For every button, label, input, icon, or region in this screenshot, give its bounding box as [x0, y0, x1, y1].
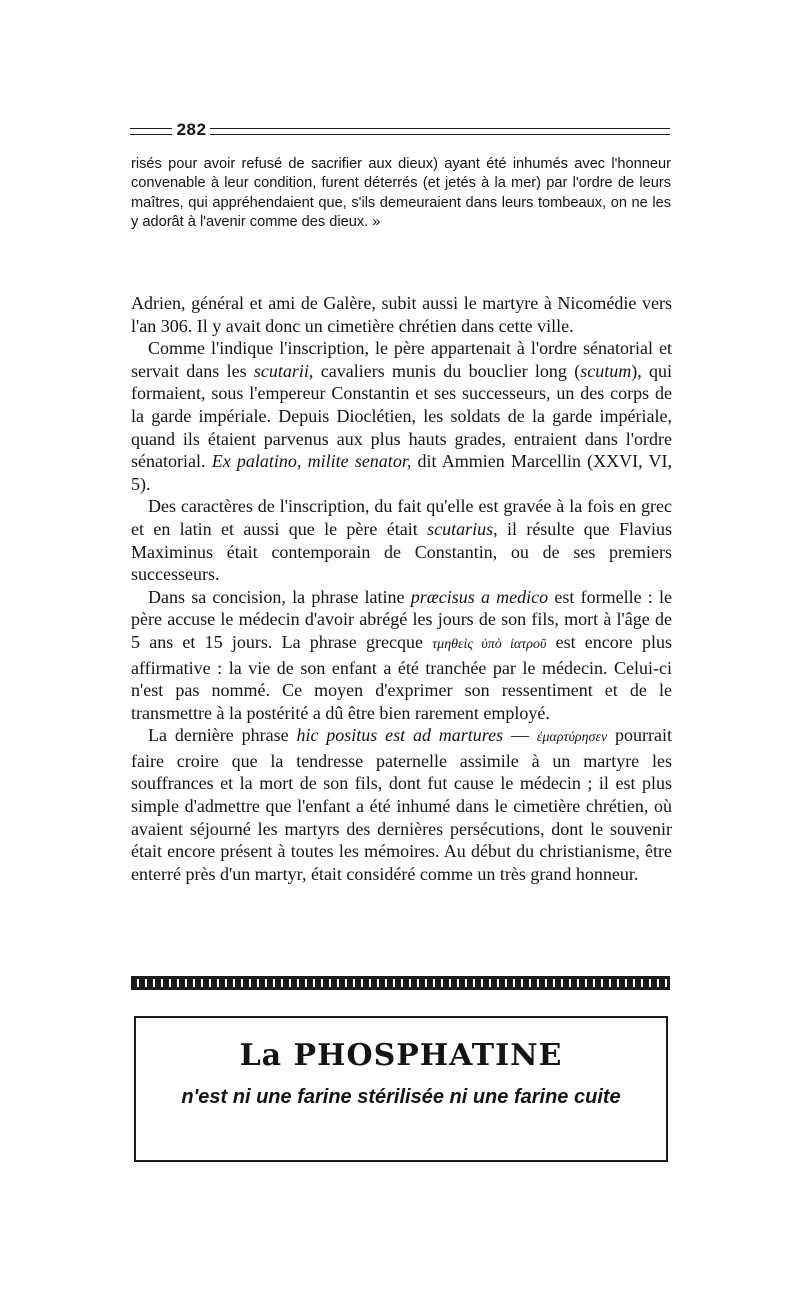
latin-term: scutum — [580, 360, 632, 381]
quotation-block — [131, 155, 671, 233]
article-body — [131, 292, 672, 885]
text-run: , cavaliers munis du bouclier long ( — [308, 360, 581, 381]
quotation-text: risés pour avoir refusé de sacrifier aux dieux) ayant été inhumés avec l'honneur convenable à leur condition, furent déterrés (et jetés à la mer) par l'ordre de leurs maîtres, qui appréhendaient que, s'ils demeuraient dans leurs tombeaux, on ne les y adorât à l'avenir comme des dieux. » — [131, 156, 671, 231]
greek-phrase: τμηθεὶς ὑπὸ ἰατροῦ — [432, 636, 547, 652]
page-header — [130, 122, 670, 142]
text-run: est encore plus affirmative : la vie de son enfant a été tranchée par le médecin. Celui-ci n'est pas nommé. Ce moyen d'exprimer son ressentiment et de le transmettre à la postérité a dû être bien rarement employé. — [131, 631, 672, 723]
greek-word: ἐμαρτύρησεν — [536, 730, 608, 746]
advertisement-box — [134, 1016, 668, 1162]
ornamental-divider — [131, 976, 670, 990]
text-run: ), qui formaient, sous l'empereur Constantin et ses successeurs, un des corps de la garde impériale. Depuis Dioclétien, les soldats de la garde impériale, quand ils étaient parvenus aux plus hauts grades, entraient dans l'ordre sénatorial. — [131, 360, 673, 472]
paragraph-characters — [131, 495, 672, 585]
text-run: pourrait faire croire que la tendresse paternelle assimile à un martyre les souffrances et la mort de son fils, dont fut cause le médecin ; il est plus simple d'admettre que l'enfant a été inhumé dans le cimetière chrétien, où avaient séjourné les martyrs des dernières persécutions, dont le souvenir était encore présent à toutes les mémoires. Au début du christianisme, être enterré près d'un martyr, était considéré comme un très grand honneur. — [131, 725, 673, 884]
latin-phrase: præcisus a medico — [410, 586, 549, 607]
text-run: La dernière phrase — [148, 725, 289, 746]
paragraph-inscription — [131, 337, 672, 495]
latin-phrase: hic positus est ad martures — [296, 725, 504, 746]
em-dash: — — [511, 725, 529, 746]
text-run: est formelle : le père accuse le médecin d'avoir abrégé les jours de son fils, mort à l'âge de 5 ans et 15 jours. La phrase grecque — [131, 586, 672, 652]
text-run: il résulte que Flavius Maximinus était contemporain de Constantin, ou de ses premiers successeurs. — [131, 518, 673, 585]
latin-term: scutarii — [253, 360, 309, 381]
ad-title: La PHOSPHATINE — [239, 1038, 563, 1073]
text-run: dit Ammien Marcellin (XXVI, VI, 5). — [131, 451, 673, 494]
paragraph-adrien: Adrien, général et ami de Galère, subit aussi le martyre à Nicomédie vers l'an 306. Il y avait donc un cimetière chrétien dans cette ville. — [131, 293, 672, 336]
text-run: Des caractères de l'inscription, du fait qu'elle est gravée à la fois en grec et en latin et aussi que le père était — [131, 496, 672, 539]
latin-quote: Ex palatino, milite senator, — [211, 451, 412, 472]
text-run: Dans sa concision, la phrase latine — [148, 586, 405, 607]
paragraph-last-phrase — [131, 724, 672, 885]
header-rule-right — [210, 128, 670, 135]
text-run: Comme l'indique l'inscription, le père appartenait à l'ordre sénatorial et servait dans les — [131, 338, 672, 381]
paragraph-concision — [131, 586, 672, 725]
header-rule-left — [130, 128, 172, 135]
page-number: 282 — [176, 120, 207, 139]
latin-term: scutarius, — [427, 518, 498, 539]
ad-tagline: n'est ni une farine stérilisée ni une farine cuite — [181, 1086, 621, 1108]
